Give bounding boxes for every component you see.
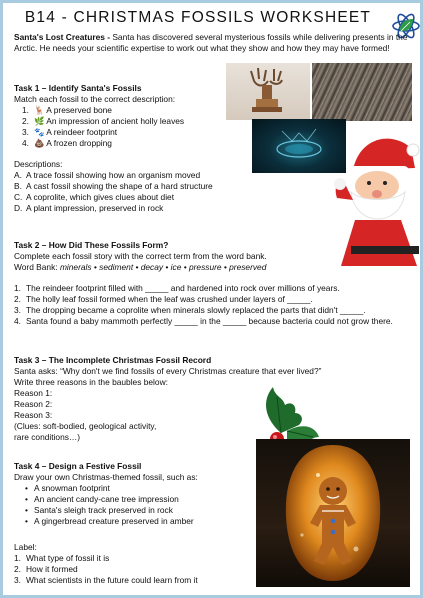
descriptions-heading: Descriptions: bbox=[14, 159, 63, 169]
list-item: 3. The dropping became a coprolite when minerals slowly replaced the parts that didn't _____. bbox=[14, 305, 366, 315]
dropping-icon: 💩 bbox=[34, 138, 45, 148]
task3-clues-line-1: (Clues: soft-bodied, geological activity, bbox=[14, 421, 157, 431]
task2-instruction: Complete each fossil story with the correct term from the word bank. bbox=[14, 251, 267, 261]
task3-heading: Task 3 – The Incomplete Christmas Fossil Record bbox=[14, 355, 212, 365]
list-item: • A gingerbread creature preserved in amber bbox=[22, 516, 252, 527]
list-item: 2. The holly leaf fossil formed when the leaf was crushed under layers of _____. bbox=[14, 294, 313, 304]
task4-instruction: Draw your own Christmas-themed fossil, such as: bbox=[14, 472, 198, 482]
task4-heading: Task 4 – Design a Festive Fossil bbox=[14, 461, 142, 471]
list-item: 3. What scientists in the future could learn from it bbox=[14, 575, 198, 585]
label-heading: Label: bbox=[14, 542, 37, 552]
intro-paragraph bbox=[14, 32, 420, 54]
intro-text: Santa has discovered several mysterious fossils while delivering presents in the Arctic. He needs your scientific expertise to work out what they show and how they may have formed! bbox=[14, 32, 408, 53]
list-item: 4. Santa found a baby mammoth perfectly _____ in the _____ because bacteria could not grow there. bbox=[14, 316, 393, 326]
list-item: A. A trace fossil showing how an organism moved bbox=[14, 170, 201, 180]
list-item: 2. How it formed bbox=[14, 564, 78, 574]
fossil-antler-photo bbox=[226, 63, 310, 120]
list-item: D. A plant impression, preserved in rock bbox=[14, 203, 164, 213]
word-bank: Word Bank: minerals • sediment • decay • ice • pressure • preserved bbox=[14, 262, 267, 272]
list-item: C. A coprolite, which gives clues about diet bbox=[14, 192, 175, 202]
fossil-leaf-imprint-photo bbox=[312, 63, 412, 121]
intro-lead: Santa's Lost Creatures - bbox=[14, 32, 111, 42]
task1-heading: Task 1 – Identify Santa's Fossils bbox=[14, 83, 142, 93]
antler-icon: 🦌 bbox=[34, 105, 45, 115]
list-item: • A snowman footprint bbox=[22, 483, 252, 494]
list-item: B. A cast fossil showing the shape of a hard structure bbox=[14, 181, 213, 191]
task3-instruction: Write three reasons in the baubles below: bbox=[14, 377, 168, 387]
task1-fossil-list bbox=[22, 105, 232, 149]
list-item: 3. 🐾 A reindeer footprint bbox=[22, 127, 118, 137]
list-item: • Santa's sleigh track preserved in rock bbox=[22, 505, 252, 516]
worksheet-page bbox=[3, 3, 420, 595]
task1-instruction: Match each fossil to the correct description: bbox=[14, 94, 176, 104]
list-item: 4. 💩 A frozen dropping bbox=[22, 138, 112, 148]
descriptions-list bbox=[14, 170, 314, 214]
label-list bbox=[14, 553, 254, 586]
list-item: 1. 🦌 A preserved bone bbox=[22, 105, 112, 115]
page-title: B14 - CHRISTMAS FOSSILS WORKSHEET bbox=[24, 9, 372, 26]
task2-heading: Task 2 – How Did These Fossils Form? bbox=[14, 240, 169, 250]
leaf-icon: 🌿 bbox=[34, 116, 45, 126]
task3-clues-line-2: rare conditions…) bbox=[14, 432, 81, 442]
paw-print-icon: 🐾 bbox=[34, 127, 45, 137]
reason-1-label: Reason 1: bbox=[14, 388, 53, 398]
list-item: 2. 🌿 An impression of ancient holly leaves bbox=[22, 116, 185, 126]
santa-illustration bbox=[331, 128, 420, 266]
word-bank-terms: minerals • sediment • decay • ice • pressure • preserved bbox=[59, 262, 267, 272]
task3-quote: Santa asks: “Why don't we find fossils of every Christmas creature that ever lived?” bbox=[14, 366, 322, 376]
reason-3-label: Reason 3: bbox=[14, 410, 53, 420]
list-item: • An ancient candy-cane tree impression bbox=[22, 494, 252, 505]
task4-idea-list bbox=[22, 483, 252, 527]
task2-story-list bbox=[14, 283, 412, 327]
reason-2-label: Reason 2: bbox=[14, 399, 53, 409]
list-item: 1. What type of fossil it is bbox=[14, 553, 110, 563]
list-item: 1. The reindeer footprint filled with _____ and hardened into rock over millions of years. bbox=[14, 283, 340, 293]
gingerbread-amber-photo bbox=[256, 439, 410, 587]
